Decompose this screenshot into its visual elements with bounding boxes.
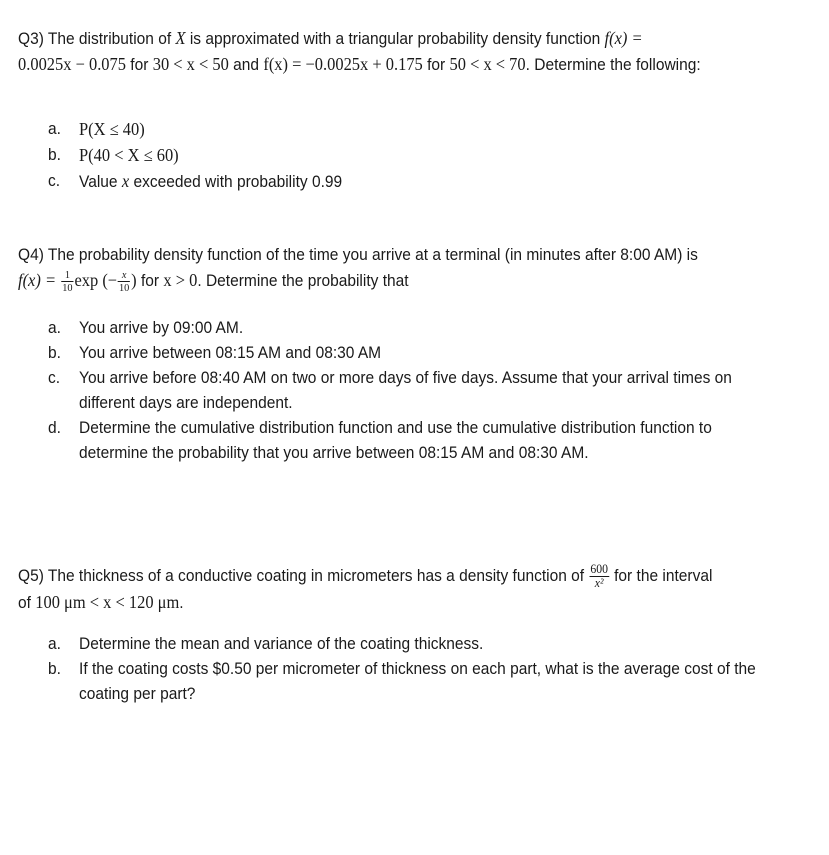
fraction-denominator: 10 xyxy=(62,282,73,295)
q4-formula: ) xyxy=(131,270,137,290)
q3-var: X xyxy=(175,28,186,48)
fraction-numerator: x xyxy=(118,269,130,282)
fraction-denominator: 10 xyxy=(118,282,130,295)
list-item xyxy=(48,169,772,195)
q4-statement xyxy=(18,243,761,294)
item-text: You arrive before 08:40 AM on two or more days of five days. Assume that your arrival times on different days are independent. xyxy=(79,369,732,412)
q4-condition: x > 0 xyxy=(163,270,198,290)
item-label: b. xyxy=(48,146,61,164)
q3-text: and xyxy=(228,56,264,74)
q5-text: Q5) The thickness of a conductive coating in micrometers has a density function of xyxy=(18,566,589,585)
item-text: Value xyxy=(79,173,122,191)
q3-text: for xyxy=(125,56,153,74)
item-math: P(X ≤ 40) xyxy=(79,119,145,139)
q3-statement xyxy=(18,26,761,78)
list-item xyxy=(48,416,772,466)
q5-list xyxy=(48,632,772,707)
item-text: Determine the cumulative distribution function and use the cumulative distribution function to determine the probability that you arrive between 08:15 AM and 08:30 AM. xyxy=(79,419,712,462)
q4-fraction xyxy=(118,269,130,294)
q5-interval: 100 μm < x < 120 μm xyxy=(35,592,180,612)
list-item xyxy=(48,657,772,707)
q4-list xyxy=(48,316,772,466)
q3-text: for xyxy=(422,56,450,74)
q5-text: for the interval xyxy=(609,566,713,585)
q4-formula: exp (− xyxy=(74,270,118,290)
item-label: c. xyxy=(48,369,61,387)
item-text: If the coating costs $0.50 per micrometer of thickness on each part, what is the average cost of the coating per part? xyxy=(79,660,756,703)
fraction-numerator: 1 xyxy=(61,269,73,282)
item-label: d. xyxy=(48,419,61,437)
item-label: a. xyxy=(48,319,61,337)
item-var: x xyxy=(121,171,130,191)
q5-text: . xyxy=(179,594,184,612)
q4-fraction xyxy=(61,269,73,294)
q3-text: Q3) The distribution of xyxy=(18,30,176,48)
q5-fraction xyxy=(589,563,609,590)
list-item xyxy=(48,143,772,169)
q4-text: Q4) The probability density function of the time you arrive at a terminal (in minutes after 8:00 AM) is xyxy=(18,246,698,264)
item-label: c. xyxy=(48,172,61,190)
q4-formula: f(x) = xyxy=(18,270,57,290)
q4-text: for xyxy=(136,272,164,290)
q3-list xyxy=(48,117,772,195)
item-text: Determine the mean and variance of the coating thickness. xyxy=(79,635,484,653)
list-item xyxy=(48,341,772,366)
q3-text: is approximated with a triangular probability density function xyxy=(185,30,605,48)
fraction-denominator: x² xyxy=(594,576,604,590)
list-item xyxy=(48,316,772,341)
q3-formula: f(x) = xyxy=(604,28,643,48)
list-item xyxy=(48,632,772,657)
q3-range: 30 < x < 50 xyxy=(152,54,229,74)
item-math: P(40 < X ≤ 60) xyxy=(79,145,179,165)
q3-formula: 0.0025x − 0.075 xyxy=(18,54,126,74)
fraction-numerator: 600 xyxy=(590,562,608,576)
item-text: exceeded with probability 0.99 xyxy=(129,173,343,191)
item-label: b. xyxy=(48,344,61,362)
q5-text: of xyxy=(18,594,36,612)
item-label: a. xyxy=(48,635,61,653)
q3-formula: f(x) = −0.0025x + 0.175 xyxy=(263,54,423,74)
item-label: a. xyxy=(48,120,61,138)
list-item xyxy=(48,117,772,143)
q5-statement xyxy=(18,563,761,616)
q3-range: 50 < x < 70 xyxy=(449,54,526,74)
item-text: You arrive by 09:00 AM. xyxy=(79,319,244,337)
list-item xyxy=(48,366,772,416)
q4-text: . Determine the probability that xyxy=(197,272,409,290)
q3-text: . Determine the following: xyxy=(525,56,701,74)
item-text: You arrive between 08:15 AM and 08:30 AM xyxy=(79,344,382,362)
item-label: b. xyxy=(48,660,61,678)
